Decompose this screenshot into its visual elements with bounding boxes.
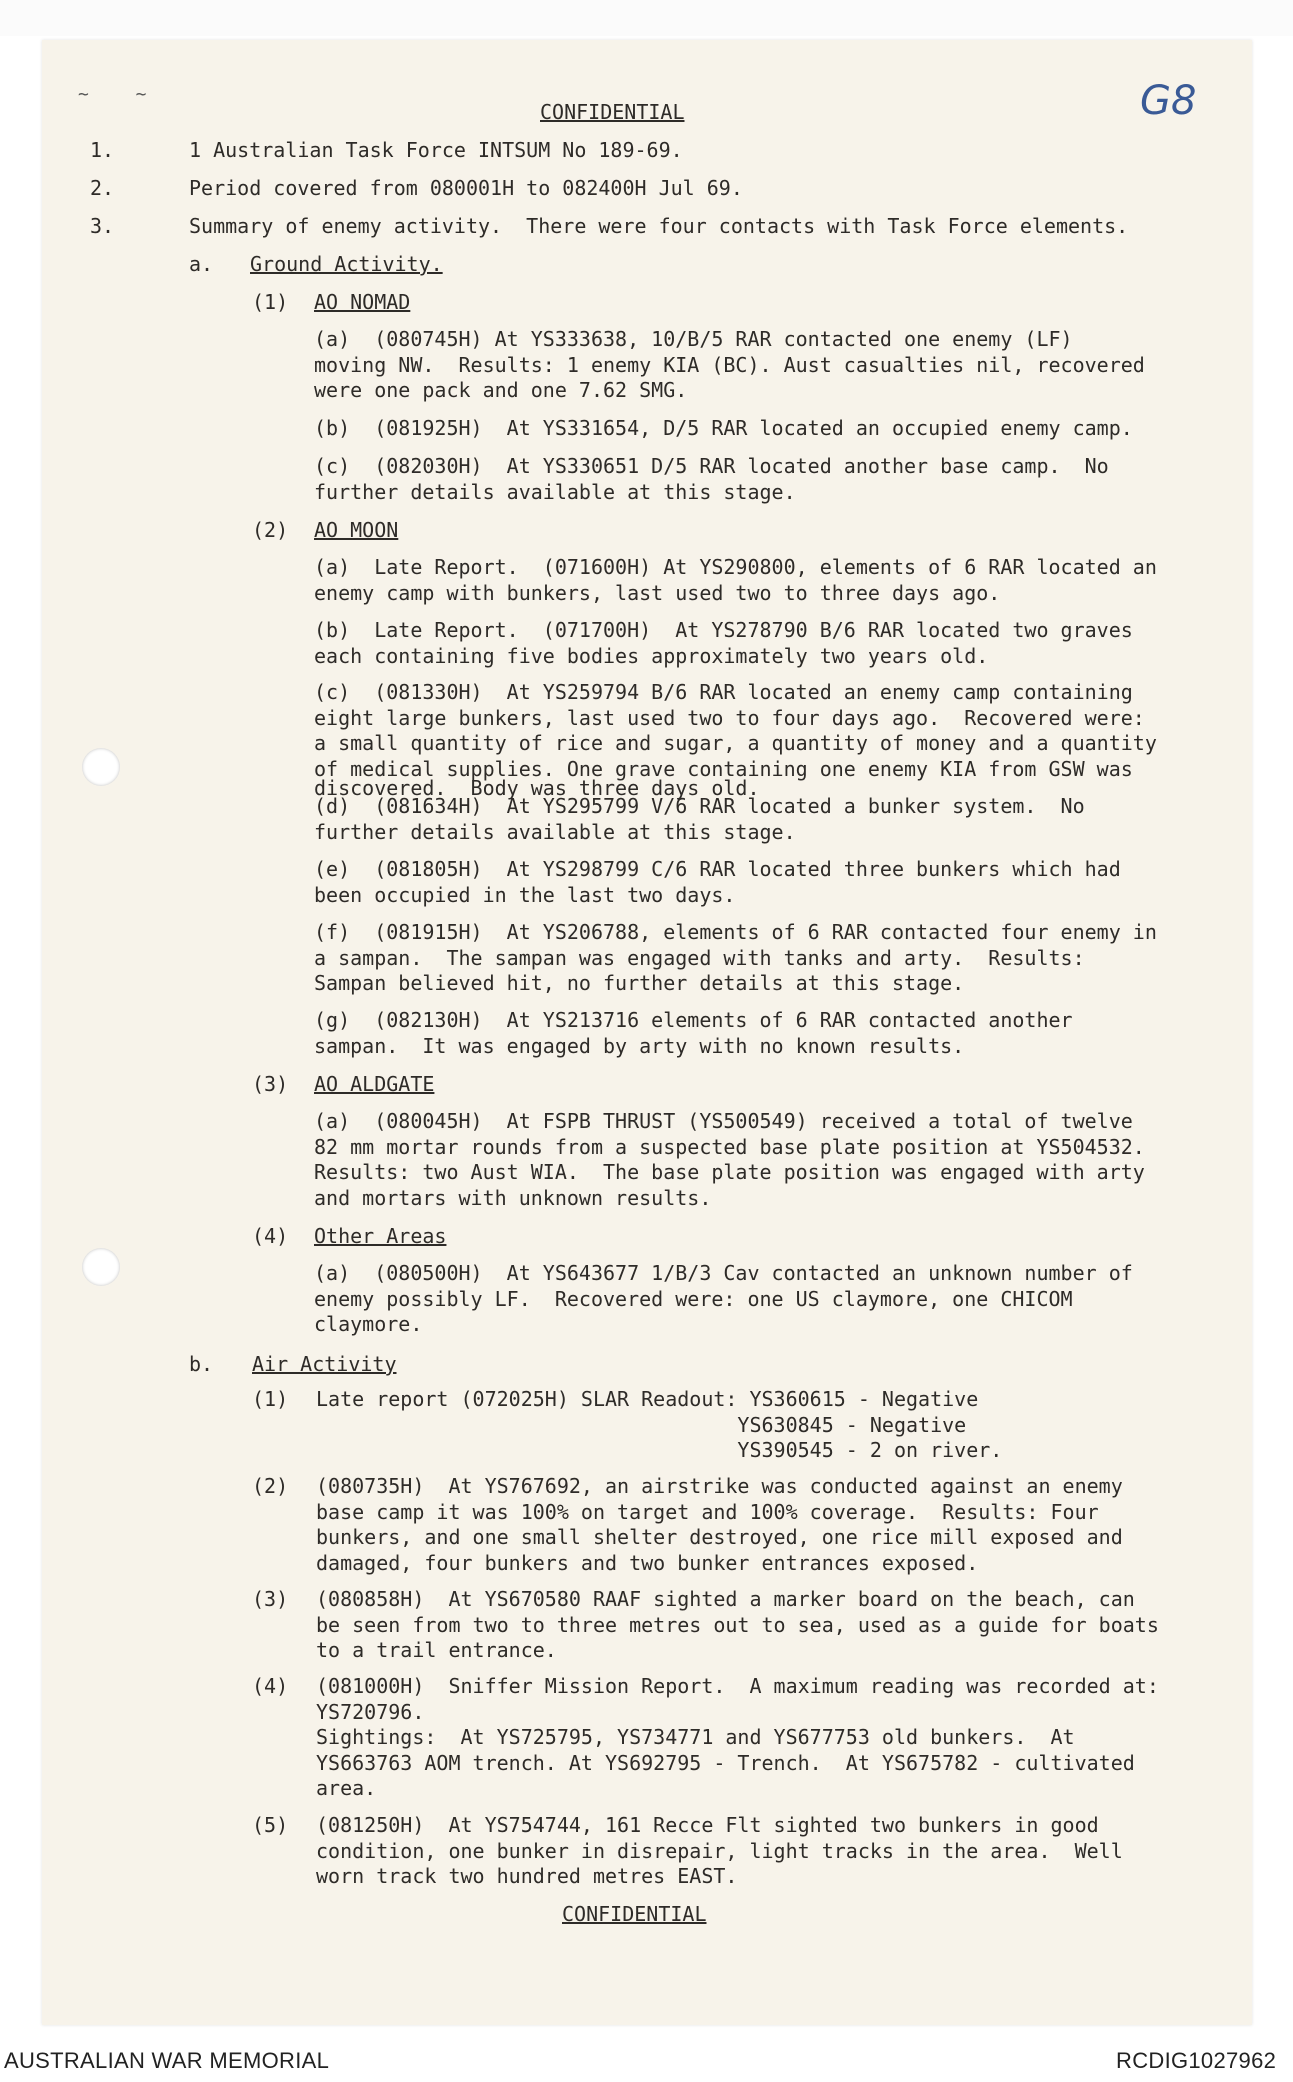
para-number: 1. <box>90 138 115 162</box>
folio-number: G8 <box>1140 78 1197 124</box>
sub-number: (5) <box>252 1813 289 1837</box>
punch-hole <box>82 1248 120 1286</box>
section-letter: a. <box>189 252 214 276</box>
classification-footer: CONFIDENTIAL <box>562 1902 707 1926</box>
area-title: Other Areas <box>314 1224 447 1248</box>
punch-hole <box>82 748 120 786</box>
sub-number: (1) <box>252 290 289 314</box>
sub-number: (1) <box>252 1387 289 1411</box>
area-title: AO NOMAD <box>314 290 411 314</box>
section-letter: b. <box>189 1352 214 1376</box>
sub-number: (2) <box>252 518 289 542</box>
sub-number: (3) <box>252 1072 289 1096</box>
area-title: AO MOON <box>314 518 399 542</box>
sub-number: (2) <box>252 1474 289 1498</box>
period-covered: Period covered from 080001H to 082400H Jul 69. <box>189 176 743 200</box>
sub-number: (3) <box>252 1587 289 1611</box>
para-number: 2. <box>90 176 115 200</box>
para-number: 3. <box>90 214 115 238</box>
area-title: AO ALDGATE <box>314 1072 435 1096</box>
sub-number: (4) <box>252 1224 289 1248</box>
sub-number: (4) <box>252 1674 289 1698</box>
classification-header: CONFIDENTIAL <box>540 100 685 124</box>
report-item: (b) (081925H) At YS331654, D/5 RAR located an occupied enemy camp. <box>314 416 1133 440</box>
page-edge <box>0 0 1293 36</box>
section-title: Air Activity <box>252 1352 397 1376</box>
summary-line: Summary of enemy activity. There were four contacts with Task Force elements. <box>189 214 1129 238</box>
archive-id: RCDIG1027962 <box>1116 2048 1277 2073</box>
intsum-title: 1 Australian Task Force INTSUM No 189-69. <box>189 138 683 162</box>
archive-credit: AUSTRALIAN WAR MEMORIAL <box>4 2048 330 2073</box>
section-title: Ground Activity. <box>250 252 443 276</box>
pencil-marks: ~ ~ <box>78 84 165 105</box>
